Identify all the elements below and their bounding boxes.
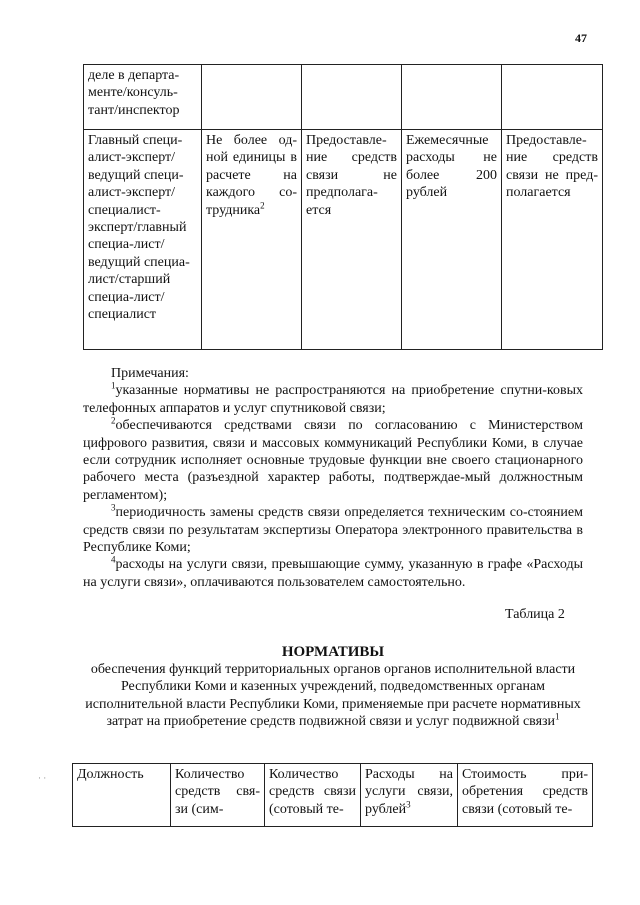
cell-text: Не более од-ной единицы в расчете на каждого со-трудника bbox=[206, 133, 297, 218]
header-text: Расходы на услуги связи, рублей bbox=[365, 767, 453, 817]
norms-table-continuation bbox=[83, 64, 603, 350]
column-header: Количество средств связи (сотовый те- bbox=[265, 764, 361, 827]
note-text: указанные нормативы не распространяются на приобретение спутни-ковых телефонных аппаратов и услуг спутниковой связи; bbox=[83, 383, 583, 416]
footnote-mark: 2 bbox=[260, 199, 265, 210]
scan-speck: · · bbox=[38, 773, 47, 783]
notes-heading: Примечания: bbox=[111, 366, 189, 381]
footnote-mark: 3 bbox=[406, 799, 411, 810]
footnote-mark: 1 bbox=[555, 711, 560, 722]
table-row bbox=[84, 65, 603, 130]
note-item bbox=[83, 382, 583, 417]
footnote-mark: 3 bbox=[111, 502, 116, 513]
note-item bbox=[83, 504, 583, 556]
note-text: обеспечиваются средствами связи по согласованию с Министерством цифрового развития, связи и массовых коммуникаций Республики Коми, в случае если сотрудник исполняет основные трудовые функции вне своего стационарного рабочего места (разъездной характер работы, подтверждае-мый должностным регламентом); bbox=[83, 418, 583, 503]
table-cell: Предоставле-ние средств связи не пред-полагается bbox=[502, 130, 603, 350]
subtitle-text: обеспечения функций территориальных органов органов исполнительной власти Республики Коми и казенных учреждений, подведомственных органам исполнительной власти Республики Коми, применяемые при расчете нормативных затрат на приобретение средств подвижной связи и услуг подвижной связи bbox=[85, 662, 581, 730]
table-row bbox=[84, 130, 603, 350]
footnote-mark: 4 bbox=[111, 554, 116, 565]
column-header: Должность bbox=[73, 764, 171, 827]
page-number: 47 bbox=[575, 31, 587, 45]
note-text: расходы на услуги связи, превышающие сумму, указанную в графе «Расходы на услуги связи», оплачиваются пользователем самостоятельно. bbox=[83, 557, 583, 590]
table-cell: деле в департа-менте/консуль-тант/инспектор bbox=[84, 65, 202, 130]
note-text: периодичность замены средств связи определяется техническим со-стоянием средств связи по результатам экспертизы Оператора электронного правительства в Республике Коми; bbox=[83, 505, 583, 556]
footnote-mark: 1 bbox=[111, 380, 116, 391]
column-header: Количество средств свя-зи (сим- bbox=[171, 764, 265, 827]
table-cell bbox=[502, 65, 603, 130]
notes-section bbox=[83, 365, 583, 591]
section-subtitle bbox=[83, 661, 583, 731]
note-item bbox=[83, 556, 583, 591]
table-cell bbox=[302, 65, 402, 130]
column-header bbox=[361, 764, 458, 827]
note-item bbox=[83, 417, 583, 504]
table-cell: Предоставле-ние средств связи не предполага-ется bbox=[302, 130, 402, 350]
footnote-mark: 2 bbox=[111, 415, 116, 426]
table-cell: Ежемесячные расходы не более 200 рублей bbox=[402, 130, 502, 350]
norms-table-2 bbox=[72, 763, 593, 827]
table-header-row bbox=[73, 764, 593, 827]
table-cell bbox=[402, 65, 502, 130]
table-cell bbox=[202, 130, 302, 350]
table-cell bbox=[202, 65, 302, 130]
section-title: НОРМАТИВЫ bbox=[281, 644, 385, 660]
table-label: Таблица 2 bbox=[505, 607, 565, 622]
column-header: Стоимость при-обретения средств связи (сотовый те- bbox=[458, 764, 593, 827]
table-cell: Главный специ-алист-эксперт/ведущий специ-алист-эксперт/специалист-эксперт/главный специа-лист/ведущий специа-лист/старший специа-лист/специалист bbox=[84, 130, 202, 350]
